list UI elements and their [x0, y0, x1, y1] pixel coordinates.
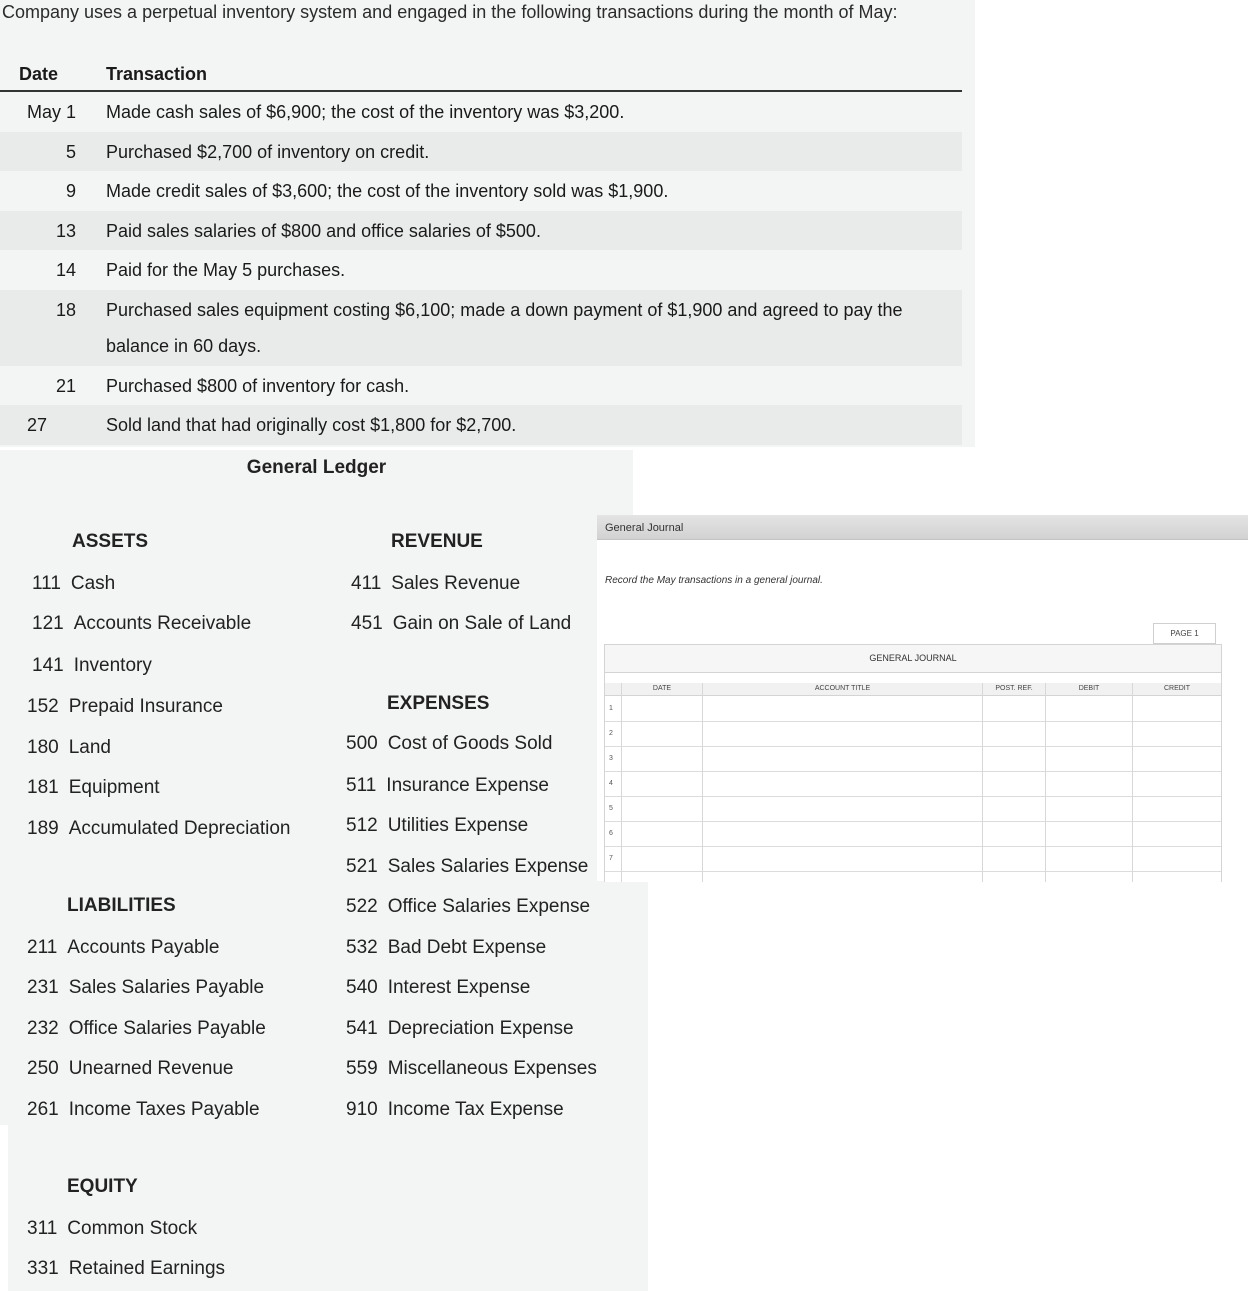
account-name: Cost of Goods Sold: [387, 733, 553, 754]
ledger-account: [27, 977, 264, 999]
account-number: 532: [346, 937, 378, 958]
account-number: 211: [27, 937, 58, 958]
expenses-heading: EXPENSES: [387, 693, 490, 714]
ledger-account: [27, 1058, 234, 1080]
transaction-text: Made credit sales of $3,600; the cost of the inventory sold was $1,900.: [106, 181, 669, 201]
ledger-account: [32, 573, 115, 595]
account-name: Accounts Payable: [67, 937, 220, 958]
account-name: Income Taxes Payable: [68, 1099, 260, 1120]
transaction-text: Paid sales salaries of $800 and office salaries of $500.: [106, 220, 541, 241]
transaction-column-header: Transaction: [106, 64, 208, 84]
ledger-account: [346, 896, 590, 918]
account-name: Office Salaries Payable: [68, 1018, 266, 1039]
journal-row[interactable]: [605, 746, 1221, 772]
account-name: Cash: [70, 573, 116, 594]
journal-row[interactable]: [605, 696, 1221, 722]
account-name: Equipment: [68, 777, 160, 798]
account-name: Insurance Expense: [386, 775, 549, 796]
table-row: [0, 405, 962, 445]
account-number: 522: [346, 896, 378, 917]
transaction-date: 5: [65, 141, 76, 162]
account-number: 121: [32, 613, 64, 634]
journal-panel-title: General Journal: [605, 522, 684, 534]
debit-header: DEBIT: [1046, 683, 1133, 696]
row-number: 1: [609, 705, 613, 712]
account-name: Depreciation Expense: [387, 1018, 574, 1039]
account-number: 261: [27, 1099, 59, 1120]
account-number: 152: [27, 696, 59, 717]
ledger-account: [32, 655, 152, 677]
account-title-header: ACCOUNT TITLE: [703, 683, 983, 696]
transaction-text: Sold land that had originally cost $1,800 for $2,700.: [106, 415, 517, 435]
row-number: 2: [609, 730, 613, 737]
ledger-account: [351, 573, 520, 595]
account-number: 521: [346, 856, 378, 877]
date-header: DATE: [622, 683, 703, 696]
account-number: 541: [346, 1018, 378, 1039]
account-name: Interest Expense: [387, 977, 531, 998]
transaction-text: Paid for the May 5 purchases.: [106, 260, 346, 280]
transactions-panel: [0, 0, 975, 447]
row-number: 4: [609, 780, 613, 787]
account-number: 189: [27, 818, 59, 839]
journal-row[interactable]: [605, 721, 1221, 747]
ledger-account: [346, 1018, 574, 1040]
account-number: 232: [27, 1018, 59, 1039]
account-number: 141: [32, 655, 64, 676]
ledger-account: [346, 1099, 564, 1121]
transaction-text: Purchased $2,700 of inventory on credit.: [106, 141, 430, 162]
ledger-account: [27, 1099, 260, 1121]
row-number: 6: [609, 830, 613, 837]
revenue-heading: REVENUE: [391, 531, 483, 552]
transaction-date: 21: [55, 375, 76, 396]
transaction-date: 14: [55, 260, 76, 280]
table-row: [0, 132, 962, 172]
journal-title-bar: [597, 515, 1248, 540]
transactions-header: [0, 58, 962, 92]
ledger-account: [27, 1018, 266, 1040]
table-row: [0, 290, 962, 366]
journal-instruction: Record the May transactions in a general journal.: [605, 575, 823, 586]
ledger-account: [32, 613, 251, 635]
transaction-text: Purchased sales equipment costing $6,100; made a down payment of $1,900 and agreed to pay the balance in 60 days.: [106, 299, 903, 356]
ledger-account: [346, 815, 528, 837]
column-divider: [982, 683, 983, 882]
account-name: Gain on Sale of Land: [392, 613, 572, 634]
account-name: Income Tax Expense: [387, 1099, 564, 1120]
transaction-date: May 1: [26, 102, 76, 122]
liabilities-heading: LIABILITIES: [67, 895, 176, 916]
account-number: 181: [27, 777, 59, 798]
account-number: 540: [346, 977, 378, 998]
general-journal-table: [604, 644, 1222, 882]
account-number: 331: [27, 1258, 59, 1279]
account-name: Accounts Receivable: [73, 613, 252, 634]
account-number: 559: [346, 1058, 378, 1079]
ledger-account: [351, 613, 571, 635]
table-row: [0, 92, 962, 132]
account-name: Office Salaries Expense: [387, 896, 591, 917]
ledger-account: [27, 737, 111, 759]
page-label: PAGE 1: [1153, 623, 1216, 644]
account-name: Accumulated Depreciation: [68, 818, 291, 839]
row-number-header: [605, 683, 622, 696]
account-name: Miscellaneous Expenses: [387, 1058, 597, 1079]
transaction-date: 13: [55, 220, 76, 241]
date-column-header: Date: [19, 64, 59, 84]
transaction-text: Purchased $800 of inventory for cash.: [106, 375, 410, 396]
problem-intro: Company uses a perpetual inventory system and engaged in the following transactions during the month of May:: [2, 2, 898, 22]
account-number: 511: [346, 775, 377, 796]
column-divider: [1045, 683, 1046, 882]
account-name: Inventory: [73, 655, 152, 676]
account-name: Common Stock: [67, 1218, 198, 1239]
account-name: Retained Earnings: [68, 1258, 226, 1279]
account-number: 512: [346, 815, 378, 836]
equity-heading: EQUITY: [67, 1176, 138, 1197]
table-row: [0, 250, 962, 290]
assets-heading: ASSETS: [72, 531, 149, 552]
ledger-account: [27, 1258, 225, 1280]
table-row: [0, 366, 962, 406]
row-number: 5: [609, 805, 613, 812]
account-name: Sales Revenue: [391, 573, 521, 594]
account-number: 451: [351, 613, 383, 634]
account-number: 500: [346, 733, 378, 754]
account-number: 910: [346, 1099, 378, 1120]
column-divider: [702, 683, 703, 882]
journal-row[interactable]: [605, 846, 1221, 872]
ledger-title: General Ledger: [246, 457, 387, 478]
journal-row[interactable]: [605, 771, 1221, 797]
account-number: 411: [351, 573, 382, 594]
row-number: 7: [609, 855, 613, 862]
ledger-account: [27, 1218, 197, 1240]
ledger-account: [346, 733, 552, 755]
transactions-table: [0, 58, 962, 445]
column-divider: [1132, 683, 1133, 882]
transaction-date: 18: [55, 299, 76, 320]
account-number: 311: [27, 1218, 58, 1239]
journal-caption: GENERAL JOURNAL: [605, 645, 1221, 673]
account-name: Sales Salaries Payable: [68, 977, 265, 998]
column-divider: [621, 683, 622, 882]
ledger-account: [346, 775, 549, 797]
journal-row[interactable]: [605, 821, 1221, 847]
account-name: Land: [68, 737, 111, 758]
row-number: 3: [609, 755, 613, 762]
account-name: Prepaid Insurance: [68, 696, 223, 717]
ledger-account: [27, 696, 223, 718]
ledger-account: [346, 937, 546, 959]
account-name: Sales Salaries Expense: [387, 856, 589, 877]
account-name: Unearned Revenue: [68, 1058, 234, 1079]
general-journal-panel: [597, 515, 1248, 881]
account-name: Utilities Expense: [387, 815, 529, 836]
transaction-date: 9: [65, 181, 76, 201]
journal-row[interactable]: [605, 796, 1221, 822]
transaction-text: Made cash sales of $6,900; the cost of the inventory was $3,200.: [106, 102, 625, 122]
post-ref-header: POST. REF.: [983, 683, 1046, 696]
transaction-date: 27: [27, 415, 48, 435]
account-name: Bad Debt Expense: [387, 937, 547, 958]
ledger-account: [346, 977, 530, 999]
account-number: 180: [27, 737, 59, 758]
ledger-account: [27, 937, 219, 959]
table-row: [0, 211, 962, 251]
ledger-account: [346, 856, 588, 878]
table-row: [0, 171, 962, 211]
credit-header: CREDIT: [1133, 683, 1221, 696]
ledger-account: [27, 818, 291, 840]
account-number: 250: [27, 1058, 59, 1079]
account-number: 111: [32, 573, 61, 594]
ledger-account: [346, 1058, 597, 1080]
ledger-account: [27, 777, 160, 799]
account-number: 231: [27, 977, 59, 998]
